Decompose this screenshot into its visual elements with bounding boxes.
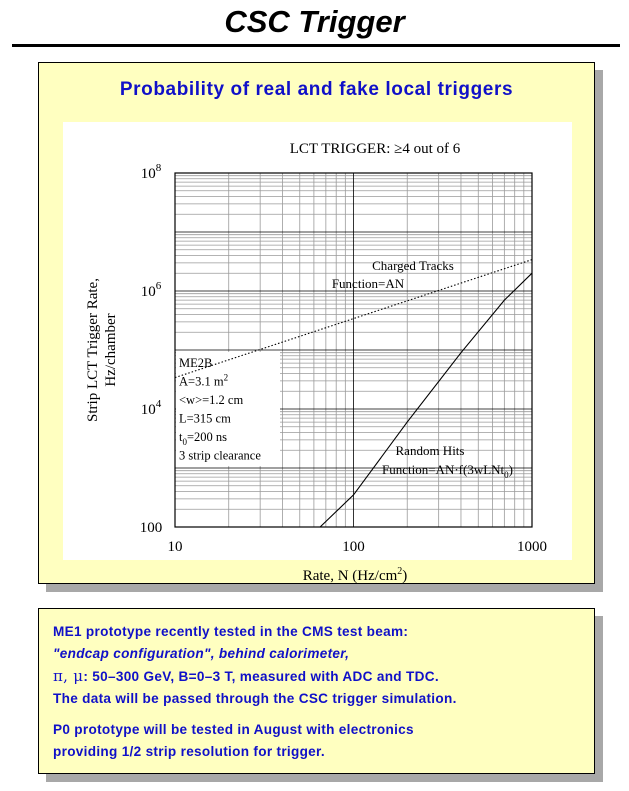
panel-heading: Probability of real and fake local triggers	[119, 79, 514, 100]
chart-title: LCT TRIGGER: ≥4 out of 6	[289, 141, 461, 157]
inset-line: <w>=1.2 cm	[179, 393, 244, 407]
notes-panel	[38, 608, 595, 774]
page-title: CSC Trigger	[224, 4, 405, 39]
note-line-4: The data will be passed through the CSC trigger simulation.	[53, 691, 457, 706]
series-label-random-hits: Random Hits	[395, 443, 465, 458]
inset-line: A=3.1 $m^2$	[179, 372, 229, 389]
y-tick-label: $10^4$	[140, 398, 162, 418]
series-label-charged-tracks: Charged Tracks	[372, 258, 454, 273]
note-line-1: ME1 prototype recently tested in the CMS test beam:	[53, 624, 409, 639]
x-tick-label: 1000	[517, 539, 547, 555]
function-label-random-hits: Function=AN·f(3wLNt$_0$)	[382, 462, 513, 480]
inset-line: $t_0=200$ ns	[179, 430, 228, 447]
title-rule	[12, 44, 620, 47]
inset-line: ME2B	[179, 356, 213, 370]
note-line-2: "endcap configuration", behind calorimeter,	[53, 646, 350, 661]
note-line-6: providing 1/2 strip resolution for trigger.	[53, 744, 325, 759]
series-line-1	[320, 273, 532, 527]
x-axis-label: Rate, N $(Hz/cm^2)$	[302, 566, 408, 584]
trigger-rate-chart	[63, 122, 572, 584]
note-line-5: P0 prototype will be tested in August with electronics	[53, 722, 414, 737]
notes-text	[53, 621, 588, 763]
y-tick-label: 100	[139, 520, 163, 536]
y-tick-label: $10^6$	[140, 280, 162, 300]
note-line-3	[53, 665, 588, 688]
inset-line: L=315 cm	[179, 411, 231, 426]
inset-line: 3 strip clearance	[179, 448, 261, 463]
note-particles: π, μ	[53, 667, 84, 685]
x-tick-label: 100	[342, 539, 365, 555]
chart-panel	[38, 62, 595, 584]
y-axis-label: Strip LCT Trigger Rate,	[85, 278, 101, 422]
x-tick-label: 10	[167, 539, 183, 555]
function-label-charged-tracks: Function=AN	[331, 276, 405, 291]
y-tick-label: $10^8$	[140, 162, 162, 182]
note-beam-params: : 50–300 GeV, B=0–3 T, measured with ADC and TDC.	[83, 669, 439, 684]
chart-area	[63, 122, 572, 584]
y-axis-label-unit: Hz/chamber	[103, 313, 119, 387]
